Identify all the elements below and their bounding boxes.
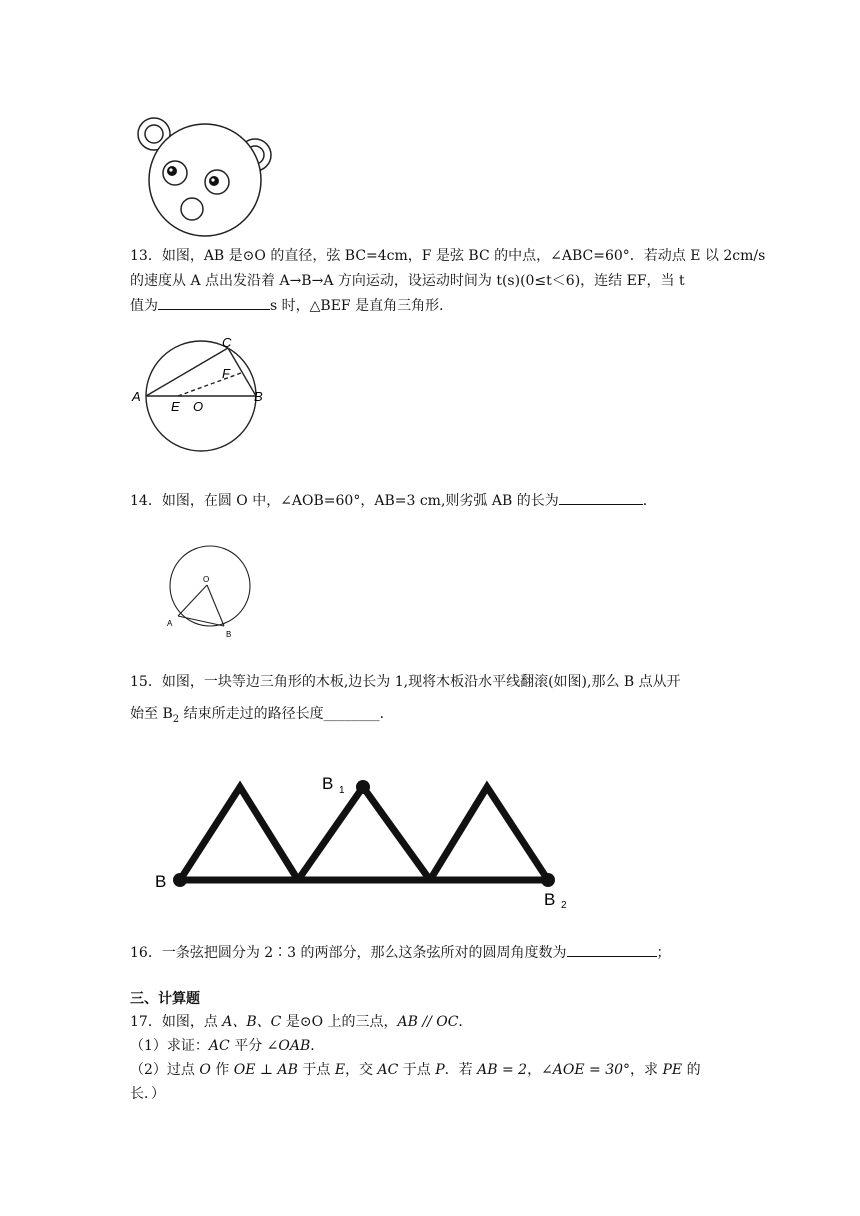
- q16-text: [130, 941, 671, 965]
- q15-label-b1-sub: 1: [339, 785, 345, 796]
- q15-triangle-3: [430, 787, 548, 880]
- q15-answer-blank[interactable]: ________: [323, 706, 380, 722]
- q17-angle-oab: ∠OAB: [266, 1038, 311, 1054]
- q13-segment-ef: [178, 373, 241, 396]
- q15-line2: [130, 702, 394, 732]
- q13-circle-figure: [128, 332, 278, 456]
- q15-point-b: [173, 873, 187, 887]
- q13-chord-bc: [228, 348, 256, 396]
- q16-answer-blank[interactable]: [567, 941, 657, 957]
- q14-circle-figure: [160, 540, 260, 646]
- q15-label-b2: B: [544, 890, 556, 909]
- q17-ac: AC: [208, 1038, 230, 1054]
- bear-face-figure: [130, 112, 280, 237]
- q13-line3: [130, 294, 453, 318]
- q15-triangle-1: [180, 787, 298, 880]
- q13-line3-end: s 时，△BEF 是直角三角形．: [270, 298, 454, 314]
- bear-ear-left-inner: [145, 125, 163, 143]
- q15-label-b1: B: [322, 774, 334, 793]
- q13-label-a: A: [132, 389, 141, 404]
- q16-text-start: 16．一条弦把圆分为 2∶3 的两部分，那么这条弦所对的圆周角度数为: [130, 945, 567, 961]
- q15-line2-mid: 结束所走过的路径长度: [179, 706, 324, 722]
- q17-point-p: P: [435, 1062, 445, 1078]
- q15-line2-sub: 2: [172, 713, 180, 725]
- q17-parallel: AB // OC: [397, 1014, 459, 1030]
- q17-part2-a: （2）过点: [130, 1062, 200, 1078]
- q15-point-b2: [541, 873, 555, 887]
- q13-chord-ac: [146, 348, 228, 396]
- q17-line1-mid: 是⊙O 上的三点，: [281, 1014, 398, 1030]
- q17-part2-i: 的: [682, 1062, 701, 1078]
- q17-part1-end: ．: [310, 1038, 325, 1054]
- q17-line3: [130, 1058, 701, 1082]
- q17-part2-b: 作: [210, 1062, 234, 1078]
- q14-text-start: 14．如图，在圆 O 中，∠AOB=60°，AB=3 cm,则劣弧 AB 的长为: [130, 493, 559, 509]
- q15-triangle-2: [298, 787, 430, 880]
- q14-circle: [170, 546, 250, 626]
- q17-part2-f: ．若: [444, 1062, 478, 1078]
- q17-pe: PE: [662, 1062, 683, 1078]
- q17-point-o: O: [199, 1062, 211, 1078]
- q15-label-b: B: [155, 872, 167, 891]
- q14-label-b: B: [226, 630, 232, 639]
- q17-part2-d: ，交: [345, 1062, 378, 1078]
- q14-text: [130, 489, 657, 513]
- q13-label-e: E: [171, 399, 180, 414]
- q13-line2: 的速度从 A 点出发沿着 A→B→A 方向运动，设运动时间为 t(s)(0≤t＜6)，连结 EF，当 t: [130, 273, 685, 289]
- q13-line1: 13．如图，AB 是⊙O 的直径，弦 BC=4cm，F 是弦 BC 的中点，∠ABC=60°．若动点 E 以 2cm/s: [130, 248, 766, 264]
- q17-angle-aoe: ∠AOE = 30°: [541, 1062, 631, 1078]
- q17-ac2: AC: [377, 1062, 399, 1078]
- q13-line3-start: 值为: [130, 298, 158, 314]
- q14-radius-ob: [207, 585, 224, 626]
- q17-line2: [130, 1034, 324, 1058]
- section-heading: 三、计算题: [130, 991, 200, 1007]
- q17-part1-mid: 平分: [229, 1038, 267, 1054]
- q13-label-c: C: [222, 335, 232, 350]
- q13-answer-blank[interactable]: [158, 294, 270, 310]
- q17-part2-c: 于点: [297, 1062, 335, 1078]
- q15-rolling-triangle-figure: [150, 765, 590, 915]
- q17-line1-start: 17．如图，点: [130, 1014, 223, 1030]
- q17-ab-value: AB = 2: [477, 1062, 528, 1078]
- q17-line1-end: ．: [458, 1014, 473, 1030]
- q14-text-end: ．: [642, 493, 657, 509]
- q17-line4: 长．）: [130, 1086, 165, 1102]
- q17-part2-e: 于点: [398, 1062, 436, 1078]
- q15-line2-end: ．: [379, 706, 394, 722]
- q17-part2-g: ，: [527, 1062, 542, 1078]
- q13-label-o: O: [193, 399, 204, 414]
- q15-line2-start: 始至 B: [130, 706, 173, 722]
- q17-point-e: E: [334, 1062, 346, 1078]
- q17-line1: [130, 1010, 472, 1034]
- q14-label-a: A: [167, 619, 173, 628]
- q14-radius-oa: [178, 585, 207, 616]
- q13-label-f: F: [222, 366, 230, 381]
- q15-point-b1: [356, 780, 370, 794]
- q14-answer-blank[interactable]: [559, 489, 643, 505]
- q17-points: A、B、C: [222, 1014, 282, 1030]
- q17-part2-h: ，求: [630, 1062, 663, 1078]
- q16-text-end: ；: [656, 945, 671, 961]
- q17-part1-start: （1）求证：: [130, 1038, 209, 1054]
- q17-perp: OE ⊥ AB: [233, 1062, 298, 1078]
- q15-line1: 15．如图，一块等边三角形的木板,边长为 1,现将木板沿水平线翻滚(如图),那么 B 点从开: [130, 674, 681, 690]
- q15-label-b2-sub: 2: [561, 900, 567, 911]
- q14-label-o: O: [203, 575, 210, 584]
- q13-label-b: B: [254, 389, 263, 404]
